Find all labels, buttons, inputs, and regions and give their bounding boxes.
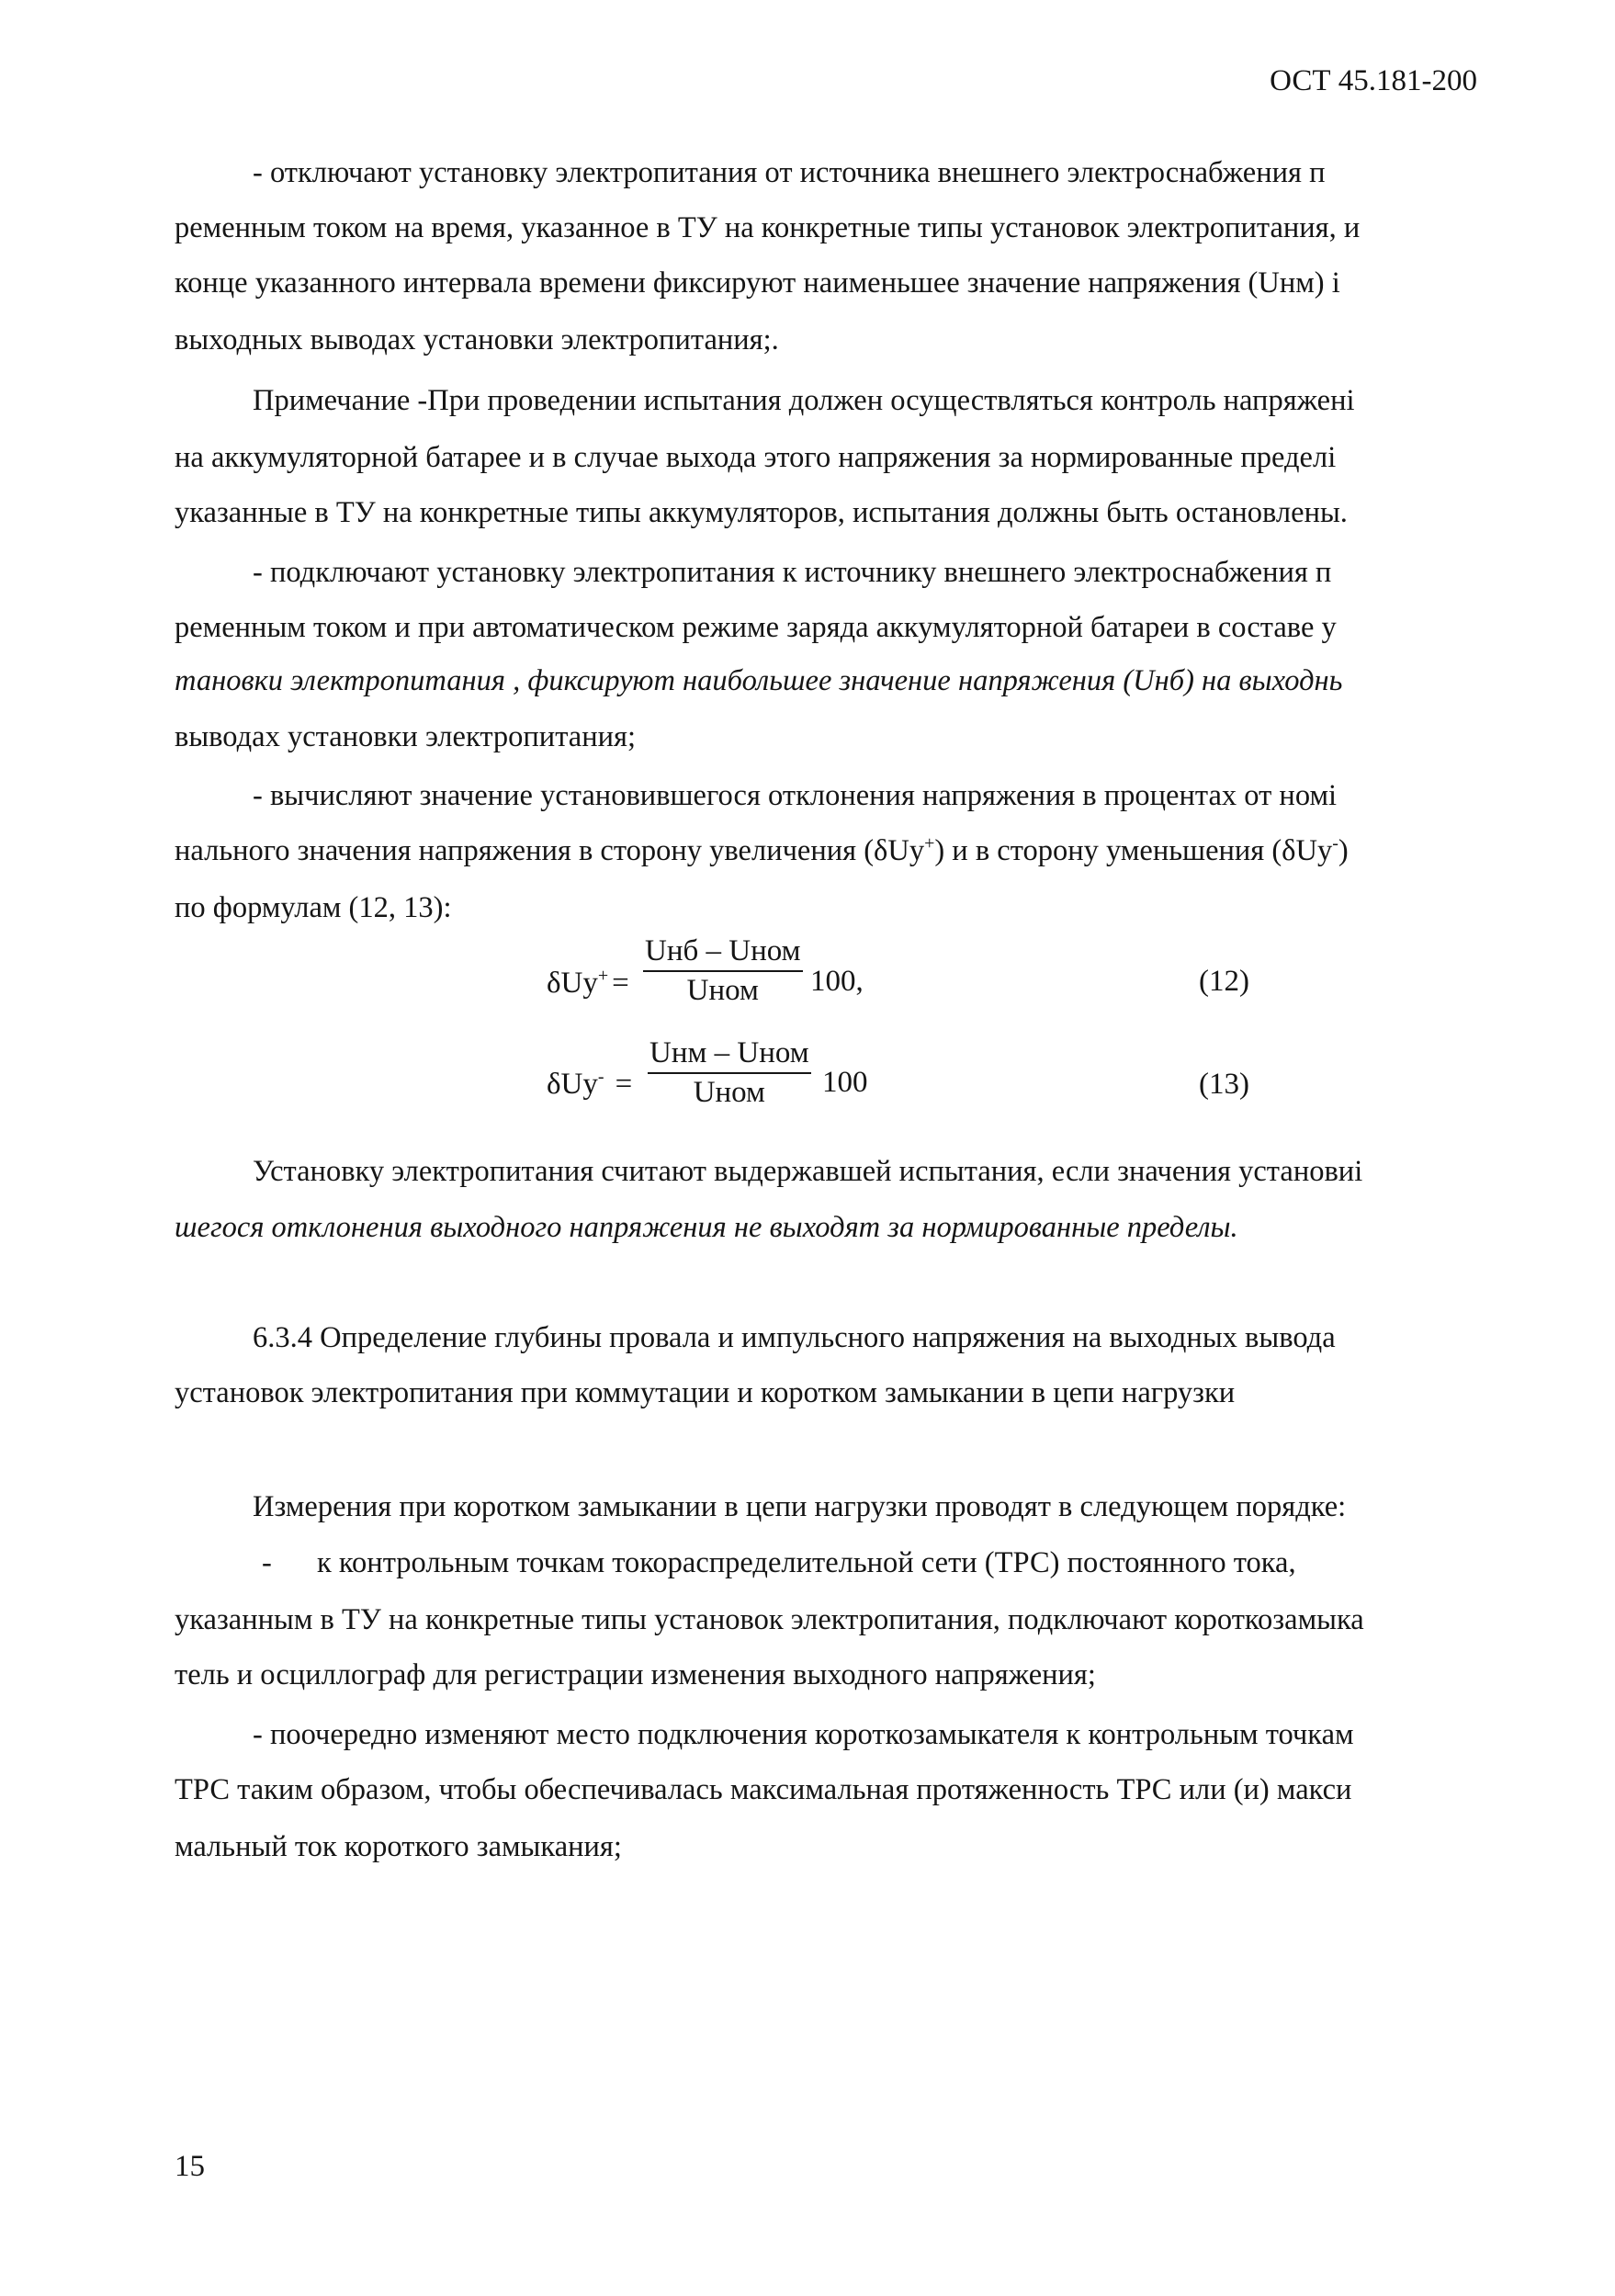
- text-line: тель и осциллограф для регистрации изменения выходного напряжения;: [175, 1658, 1096, 1691]
- text-line: мальный ток короткого замыкания;: [175, 1830, 622, 1863]
- text-segment: нального значения напряжения в сторону увеличения (δUy: [175, 834, 925, 867]
- text-line: выводах установки электропитания;: [175, 720, 636, 753]
- text-line: Установку электропитания считают выдержавшей испытания, если значения установиі: [253, 1155, 1363, 1188]
- text-segment: ): [1338, 834, 1349, 867]
- document-code: ОСТ 45.181-200: [1270, 64, 1477, 97]
- superscript-minus: -: [1332, 833, 1338, 854]
- text-segment: ) и в сторону уменьшения (δUy: [934, 834, 1333, 867]
- list-dash: -: [262, 1546, 272, 1579]
- text-line: - отключают установку электропитания от источника внешнего электроснабжения п: [253, 156, 1326, 189]
- formula-fraction: [648, 1036, 811, 1110]
- formula-equals: =: [615, 1068, 633, 1101]
- formula-fraction: [643, 934, 803, 1008]
- formula-lhs: [547, 967, 629, 1001]
- text-line: тановки электропитания , фиксируют наибольшее значение напряжения (Uнб) на выходнь: [175, 664, 1343, 697]
- text-line: шегося отклонения выходного напряжения не выходят за нормированные пределы.: [175, 1211, 1238, 1244]
- text-line: конце указанного интервала времени фиксируют наименьшее значение напряжения (Uнм) і: [175, 266, 1340, 300]
- equation-number: (12): [1199, 965, 1249, 998]
- note-line: на аккумуляторной батарее и в случае выхода этого напряжения за нормированные пределі: [175, 441, 1337, 474]
- note-line: указанные в ТУ на конкретные типы аккумуляторов, испытания должны быть остановлены.: [175, 496, 1348, 529]
- text-line: указанным в ТУ на конкретные типы установок электропитания, подключают короткозамыка: [175, 1603, 1364, 1636]
- formula-tail: 100,: [810, 965, 864, 998]
- text-line: - вычисляют значение установившегося отклонения напряжения в процентах от номі: [253, 779, 1338, 812]
- formula-equals: =: [612, 967, 629, 1000]
- text-line: ременным током на время, указанное в ТУ на конкретные типы установок электропитания, и: [175, 211, 1361, 244]
- formula-symbol: δUy: [547, 1068, 598, 1101]
- note-line: Примечание -При проведении испытания должен осуществляться контроль напряжені: [253, 384, 1355, 417]
- page-number: 15: [175, 2150, 205, 2183]
- formula-sup: -: [597, 1067, 604, 1087]
- text-line: - подключают установку электропитания к источнику внешнего электроснабжения п: [253, 556, 1332, 589]
- text-line: Измерения при коротком замыкании в цепи нагрузки проводят в следующем порядке:: [253, 1490, 1347, 1523]
- formula-denominator: Uном: [686, 974, 759, 1007]
- formula-symbol: δUy: [547, 967, 598, 1000]
- text-line: ТРС таким образом, чтобы обеспечивалась максимальная протяженность ТРС или (и) макси: [175, 1773, 1352, 1806]
- text-line: к контрольным точкам токораспределительной сети (ТРС) постоянного тока,: [317, 1546, 1296, 1579]
- formula-numerator: Uнб – Uном: [643, 934, 803, 972]
- superscript-plus: +: [924, 833, 935, 854]
- section-heading-line: 6.3.4 Определение глубины провала и импульсного напряжения на выходных вывода: [253, 1321, 1336, 1354]
- text-line: выходных выводах установки электропитания;.: [175, 323, 779, 356]
- text-line: [175, 834, 1349, 868]
- equation-number: (13): [1199, 1068, 1249, 1101]
- formula-denominator: Uном: [693, 1076, 765, 1109]
- formula-tail: 100: [822, 1066, 868, 1099]
- formula-sup: +: [597, 966, 609, 986]
- text-line: - поочередно изменяют место подключения короткозамыкателя к контрольным точкам: [253, 1718, 1354, 1751]
- text-line: по формулам (12, 13):: [175, 891, 452, 924]
- formula-lhs: [547, 1068, 632, 1102]
- section-heading-line: установок электропитания при коммутации и коротком замыкании в цепи нагрузки: [175, 1376, 1236, 1409]
- formula-numerator: Uнм – Uном: [648, 1036, 811, 1074]
- text-line: ременным током и при автоматическом режиме заряда аккумуляторной батареи в составе у: [175, 611, 1337, 644]
